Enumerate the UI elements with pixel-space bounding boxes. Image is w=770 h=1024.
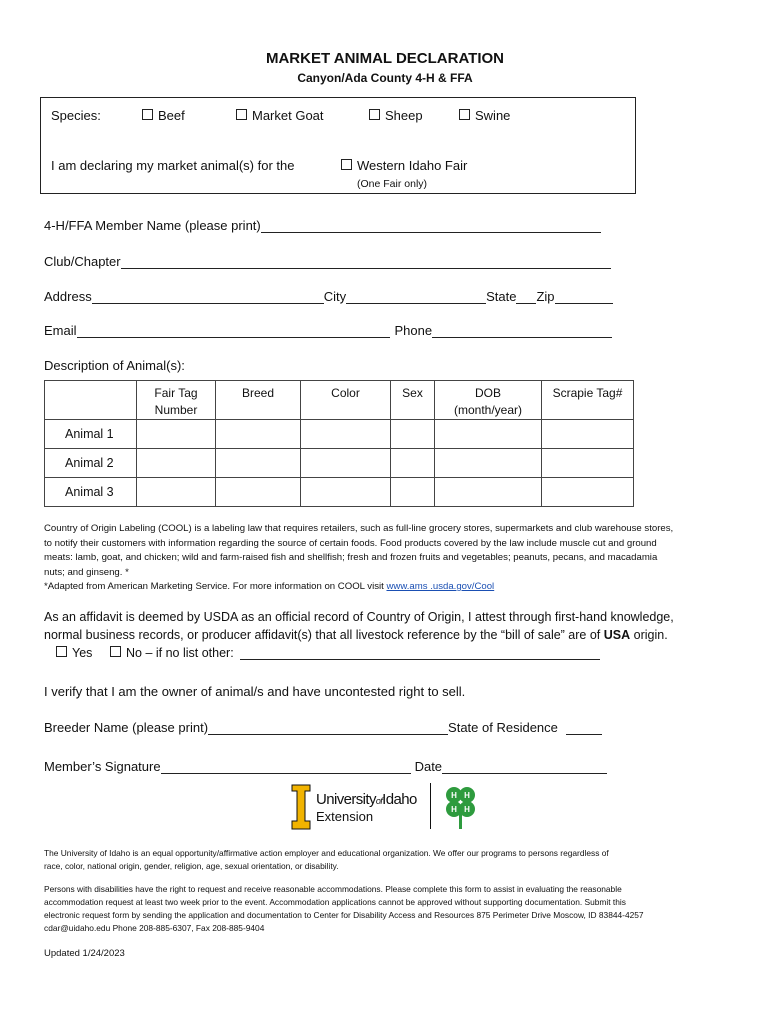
club-label: Club/Chapter bbox=[44, 254, 121, 269]
date-field[interactable] bbox=[442, 760, 607, 774]
checkbox-swine[interactable] bbox=[459, 109, 470, 120]
svg-text:H: H bbox=[451, 791, 457, 800]
member-name-field[interactable] bbox=[261, 219, 601, 233]
cell-input[interactable] bbox=[137, 478, 216, 507]
address-label: Address bbox=[44, 289, 92, 304]
cell-input[interactable] bbox=[542, 478, 634, 507]
club-field[interactable] bbox=[121, 255, 611, 269]
city-label: City bbox=[323, 289, 347, 304]
address-row bbox=[44, 289, 613, 304]
affidavit-no-label: No – if no list other: bbox=[126, 646, 234, 660]
checkbox-beef[interactable] bbox=[142, 109, 153, 120]
cell-input[interactable] bbox=[391, 449, 435, 478]
checkbox-no[interactable] bbox=[110, 646, 121, 657]
cell-input[interactable] bbox=[391, 420, 435, 449]
checkbox-yes[interactable] bbox=[56, 646, 67, 657]
cell-input[interactable] bbox=[435, 420, 542, 449]
row-label-animal-3: Animal 3 bbox=[45, 478, 137, 507]
phone-label: Phone bbox=[394, 323, 433, 338]
animals-table bbox=[44, 380, 634, 507]
animals-section-label: Description of Animal(s): bbox=[44, 358, 185, 373]
cell-input[interactable] bbox=[216, 478, 301, 507]
cool-paragraph: Country of Origin Labeling (COOL) is a labeling law that requires retailers, such as full-line grocery stores, supermarkets and club warehouse stores, to notify their customers with information regarding the source of certain foods. Food products covered by the law include muscle cut and ground meats: lamb, goat, and chicken; wild and farm-raised fish and shellfish; fresh and frozen fruits and vegetables; peanuts, pecans, and macadamia nuts; and ginseng. * *Adapted from American Marketing Service. For more information on COOL visit www.ams .usda.gov/Cool bbox=[44, 523, 674, 592]
svg-text:H: H bbox=[451, 805, 457, 814]
breeder-field[interactable] bbox=[208, 721, 448, 735]
affidavit-no-row bbox=[110, 646, 600, 660]
state-residence-field[interactable] bbox=[566, 721, 602, 735]
svg-text:H: H bbox=[464, 791, 470, 800]
address-field[interactable] bbox=[92, 290, 324, 304]
species-option-market-goat[interactable]: Market Goat bbox=[236, 108, 324, 123]
cell-input[interactable] bbox=[216, 420, 301, 449]
zip-label: Zip bbox=[536, 289, 555, 304]
logo-extension: Extension bbox=[316, 809, 374, 824]
col-dob: DOB (month/year) bbox=[435, 381, 542, 420]
date-label: Date bbox=[414, 759, 443, 774]
page-subtitle: Canyon/Ada County 4-H & FFA bbox=[297, 71, 473, 85]
city-field[interactable] bbox=[346, 290, 486, 304]
signature-field[interactable] bbox=[161, 760, 411, 774]
zip-field[interactable] bbox=[555, 290, 613, 304]
col-scrapie-tag: Scrapie Tag# bbox=[542, 381, 634, 420]
member-name-row bbox=[44, 218, 601, 233]
species-option-swine[interactable]: Swine bbox=[459, 108, 510, 123]
cell-input[interactable] bbox=[216, 449, 301, 478]
row-label-animal-1: Animal 1 bbox=[45, 420, 137, 449]
signature-row bbox=[44, 759, 607, 774]
declaring-text: I am declaring my market animal(s) for the bbox=[51, 158, 295, 173]
cool-link[interactable]: www.ams .usda.gov/Cool bbox=[386, 581, 495, 592]
table-header-row bbox=[45, 381, 634, 420]
col-sex: Sex bbox=[391, 381, 435, 420]
cell-input[interactable] bbox=[301, 449, 391, 478]
affidavit-line-1: As an affidavit is deemed by USDA as an official record of Country of Origin, I attest through first-hand knowledge, bbox=[44, 610, 674, 624]
species-box bbox=[40, 97, 636, 194]
cell-input[interactable] bbox=[301, 420, 391, 449]
state-residence-label: State of Residence bbox=[448, 720, 558, 735]
table-row bbox=[45, 420, 634, 449]
accommodation-statement: Persons with disabilities have the right to request and receive reasonable accommodations. Please complete this form to assist in evaluating the reasonable accommodation request at least two week prior to the event. Accommodation applications cannot be approved without supporting documentation. Submit this electronic request form by sending the application and documentation to Center for Disability Access and Resources 875 Perimeter Drive Moscow, ID 83844-4257 cdar@uidaho.edu Phone 208-885-6307, Fax 208-885-9404 bbox=[44, 884, 644, 933]
cell-input[interactable] bbox=[542, 449, 634, 478]
phone-field[interactable] bbox=[432, 324, 612, 338]
state-label: State bbox=[486, 289, 517, 304]
breeder-row bbox=[44, 720, 602, 735]
eeo-statement: The University of Idaho is an equal opportunity/affirmative action employer and educational organization. We offer our programs to persons regardless of race, color, national origin, gender, religion, age, sexual orientation, or disability. bbox=[44, 848, 609, 871]
species-option-beef[interactable]: Beef bbox=[142, 108, 185, 123]
verify-statement: I verify that I am the owner of animal/s and have uncontested right to sell. bbox=[44, 684, 466, 699]
other-origin-field[interactable] bbox=[240, 646, 600, 660]
logo-wordmark: UniversityofIdaho bbox=[316, 791, 417, 808]
affidavit-yes[interactable]: Yes bbox=[56, 646, 92, 660]
table-row bbox=[45, 449, 634, 478]
cell-input[interactable] bbox=[435, 478, 542, 507]
cell-input[interactable] bbox=[435, 449, 542, 478]
cell-input[interactable] bbox=[137, 449, 216, 478]
checkbox-market-goat[interactable] bbox=[236, 109, 247, 120]
cell-input[interactable] bbox=[542, 420, 634, 449]
logo-area bbox=[290, 783, 490, 833]
page-title: MARKET ANIMAL DECLARATION bbox=[265, 50, 505, 67]
email-row bbox=[44, 323, 612, 338]
svg-text:H: H bbox=[464, 805, 470, 814]
breeder-label: Breeder Name (please print) bbox=[44, 720, 209, 735]
cell-input[interactable] bbox=[301, 478, 391, 507]
col-color: Color bbox=[301, 381, 391, 420]
cell-input[interactable] bbox=[391, 478, 435, 507]
member-name-label: 4-H/FFA Member Name (please print) bbox=[44, 218, 261, 233]
cell-input[interactable] bbox=[137, 420, 216, 449]
species-option-sheep[interactable]: Sheep bbox=[369, 108, 423, 123]
col-breed: Breed bbox=[216, 381, 301, 420]
species-label: Species: bbox=[51, 108, 101, 123]
club-row bbox=[44, 254, 611, 269]
affidavit-line-2: normal business records, or producer affidavit(s) that all livestock reference by the “bill of sale” are of USA origin. bbox=[44, 628, 668, 642]
fair-note: (One Fair only) bbox=[357, 178, 428, 190]
signature-label: Member’s Signature bbox=[44, 759, 161, 774]
col-fair-tag: Fair Tag Number bbox=[137, 381, 216, 420]
email-field[interactable] bbox=[77, 324, 390, 338]
row-label-animal-2: Animal 2 bbox=[45, 449, 137, 478]
checkbox-western-idaho-fair[interactable] bbox=[341, 159, 352, 170]
state-field[interactable] bbox=[516, 290, 536, 304]
fair-option-western-idaho[interactable]: Western Idaho Fair bbox=[341, 158, 467, 173]
checkbox-sheep[interactable] bbox=[369, 109, 380, 120]
four-h-clover-icon bbox=[440, 783, 482, 831]
updated-date: Updated 1/24/2023 bbox=[44, 948, 125, 959]
logo-divider bbox=[430, 783, 431, 829]
table-row bbox=[45, 478, 634, 507]
email-label: Email bbox=[44, 323, 77, 338]
